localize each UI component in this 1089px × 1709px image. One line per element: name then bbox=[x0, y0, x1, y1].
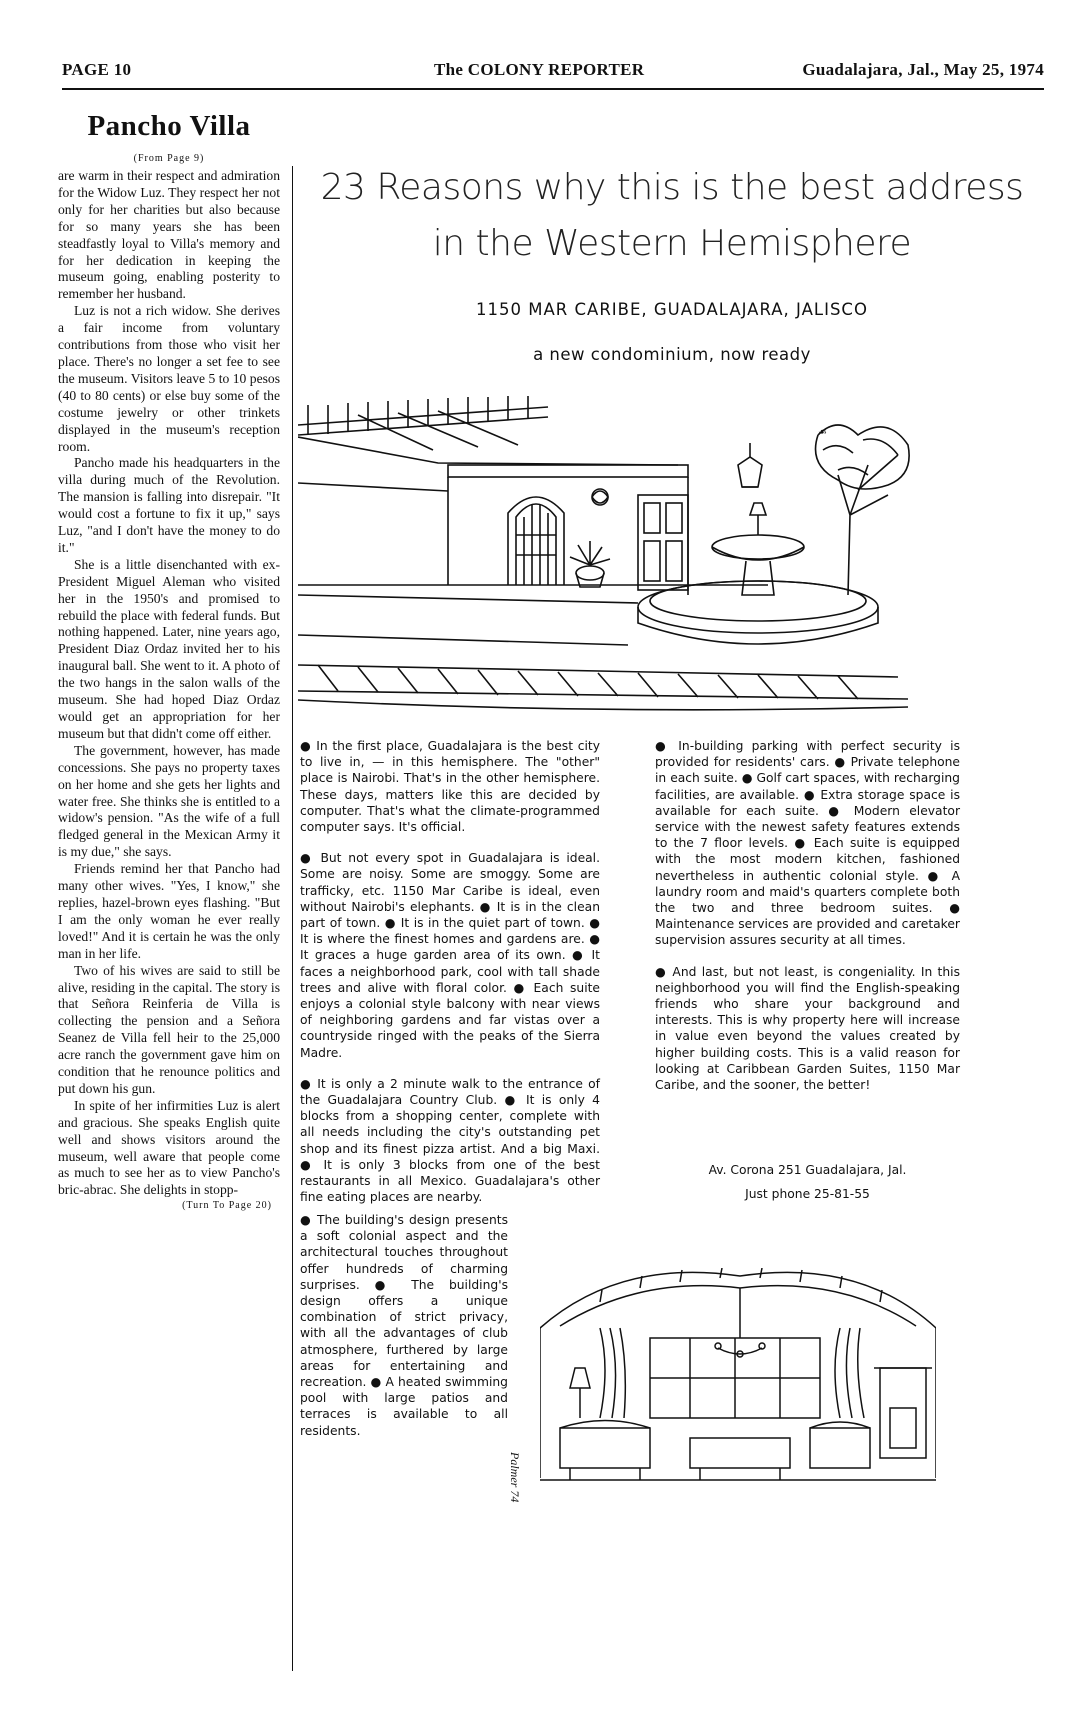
page-number: PAGE 10 bbox=[62, 60, 132, 79]
ad-reason-paragraph: ● In-building parking with perfect security is provided for residents' cars. ● Private telephone in each suite. ● Golf cart spaces, with recharging facilities, are available. ● Extra storage space is available for each suite. ● Modern elevator service with the newest safety features extends to the 7 floor levels. ● Each suite is equipped with the most modern kitchen, fashioned nevertheless in authentic colonial style. ● A laundry room and maid's quarters complete both the two and three bedroom suites. ● Maintenance services are provided and caretaker supervision assures security at all times. bbox=[655, 739, 960, 948]
continued-from-note: (From Page 9) bbox=[133, 153, 205, 164]
ad-headline-line: in the Western Hemisphere bbox=[432, 223, 912, 264]
ad-reasons-column-1 bbox=[300, 738, 600, 1220]
article-paragraph: Pancho made his headquarters in the villa during much of the Revolution. The mansion is falling into disrepair. "It would cost a fortune to fix it up," says Luz, "and I don't have the money to do it." bbox=[58, 455, 280, 555]
tree bbox=[816, 425, 910, 595]
interior-illustration bbox=[540, 1268, 936, 1490]
newspaper-name: The COLONY REPORTER bbox=[434, 60, 645, 79]
illustration-mark: ☙ bbox=[818, 427, 827, 438]
article-paragraph: Luz is not a rich widow. She derives a fair income from voluntary contributions from those who visit her place. There's no longer a set fee to see the museum. Visitors leave 5 to 10 pesos (40 to 80 cents) or else buy some of the costume jewelry or other trinkets displayed in the museum's reception room. bbox=[58, 303, 280, 454]
artist-signature: Palmer 74 bbox=[508, 1452, 522, 1503]
ad-reason-paragraph: ● And last, but not least, is congeniality. In this neighborhood you will find the English-speaking friends who share your background and interests. This is why property here will increase in value even beyond the values created by higher building costs. This is a valid reason for looking at Caribbean Garden Suites, 1150 Mar Caribe, and the sooner, the better! bbox=[655, 964, 960, 1093]
ad-reason-paragraph: ● The building's design presents a soft colonial aspect and the architectural touches throughout offer hundreds of charming surprises. ● The building's design offers a unique combination of strict privacy, with all the advantages of club atmosphere, furthered by large areas for entertaining and recreation. ● A heated swimming pool with large patios and terraces is available to all residents. bbox=[300, 1213, 508, 1438]
ad-reason-paragraph: ● In the first place, Guadalajara is the best city to live in, — in this hemisphere. The "other" place is Nairobi. That's in the other hemisphere. These days, matters like this are decided by computer. That's what the climate-programmed computer says. It's official. bbox=[300, 739, 600, 835]
building-wall bbox=[298, 443, 768, 595]
advertisement-header bbox=[300, 150, 1044, 364]
masthead bbox=[62, 60, 1044, 88]
ad-headline bbox=[300, 160, 1044, 272]
article-paragraph: The government, however, has made concessions. She pays no property taxes on her home and she gets her lights and water free. She thinks she is entitled to a widow's pension. "As the wife of a full fledged general in the Mexican Army it is my due," she says. bbox=[58, 742, 280, 860]
ad-subline: a new condominium, now ready bbox=[533, 345, 811, 364]
patio-paving bbox=[298, 595, 908, 710]
article-paragraph: Two of his wives are said to still be alive, residing in the capital. The story is that Señora Reinferia de Villa is collecting the pension and a Señora Seanez de Villa fell heir to the 25,000 acre ranch the government gave him on condition that he renounce politics and put down his gun. bbox=[58, 962, 280, 1096]
ad-reason-paragraph: ● It is only a 2 minute walk to the entrance of the Guadalajara Country Club. ● It is only 4 blocks from a shopping center, complete with all needs including the city's outstanding pet shop and its finest pizza artist. And a big Maxi. ● It is only 3 blocks from one of the best restaurants in all Mexico. Guadalajara's other fine eating places are nearby. bbox=[300, 1076, 600, 1205]
ad-address: 1150 MAR CARIBE, GUADALAJARA, JALISCO bbox=[476, 300, 868, 319]
article-headline: Pancho Villa bbox=[87, 110, 251, 142]
courtyard-illustration bbox=[298, 395, 914, 720]
curtains bbox=[600, 1328, 864, 1418]
article-paragraph: She is a little disenchanted with ex-President Miguel Aleman who visited her in the 1950's and promised to rebuild the place with federal funds. But nothing happened. Later, nine years ago, President Diaz Ordaz invited her to his inaugural ball. She went to it. A photo of the two hangs in the salon walls of the museum. She had hoped Diaz Ordaz would get an appropriation for her museum but that didn't come off either. bbox=[58, 556, 280, 741]
article-column bbox=[58, 104, 280, 1211]
ad-reasons-column-1-lower bbox=[300, 1212, 508, 1454]
contact-phone: Just phone 25-81-55 bbox=[745, 1187, 870, 1201]
article-paragraph: In spite of her infirmities Luz is alert and gracious. She speaks English quite well and shows visitors around the museum, well aware that people come as much to see her as to view Pancho's bric-abrac. She delights in stopp- bbox=[58, 1097, 280, 1198]
article-paragraph: Friends remind her that Pancho had many other wives. "Yes, I know," she replies, hazel-brown eyes flashing. "But I am the only woman he ever really loved!" And it is certain he was the only man in her life. bbox=[58, 861, 280, 961]
fireplace bbox=[874, 1368, 932, 1458]
ad-contact bbox=[655, 1158, 960, 1206]
dateline: Guadalajara, Jal., May 25, 1974 bbox=[802, 60, 1044, 79]
furniture bbox=[540, 1421, 936, 1481]
arched-ceiling bbox=[540, 1268, 936, 1478]
ad-reasons-column-2 bbox=[655, 738, 960, 1108]
article-paragraph: are warm in their respect and admiration for the Widow Luz. They respect her not only for her charities but also because for so many years she has been steadfastly loyal to Villa's memory and for her dedication in keeping the museum going, enabling posterity to remember her husband. bbox=[58, 168, 280, 302]
ad-headline-line: 23 Reasons why this is the best address bbox=[320, 167, 1024, 208]
chandelier bbox=[715, 1288, 765, 1357]
pergola-beams bbox=[298, 396, 678, 465]
masthead-rule bbox=[62, 88, 1044, 90]
ad-reason-paragraph: ● But not every spot in Guadalajara is ideal. Some are noisy. Some are smoggy. Some are trafficky, etc. 1150 Mar Caribe is ideal, even without Nairobi's elephants. ● It is in the clean part of town. ● It is in the quiet part of town. ● It is where the finest homes and gardens are. ● It graces a huge garden area of its own. ● It faces a neighborhood park, cool with tall shade trees and alive with floral color. ● Each suite enjoys a colonial style balcony with near views of neighboring gardens and far vistas over a countryside ringed with the peaks of the Sierra Madre. bbox=[300, 851, 600, 1060]
column-divider bbox=[292, 166, 293, 1671]
contact-address: Av. Corona 251 Guadalajara, Jal. bbox=[708, 1163, 907, 1177]
lamp bbox=[570, 1368, 590, 1418]
article-body bbox=[58, 168, 280, 1199]
fountain bbox=[638, 503, 878, 644]
continued-on-note: (Turn To Page 20) bbox=[182, 1200, 272, 1212]
